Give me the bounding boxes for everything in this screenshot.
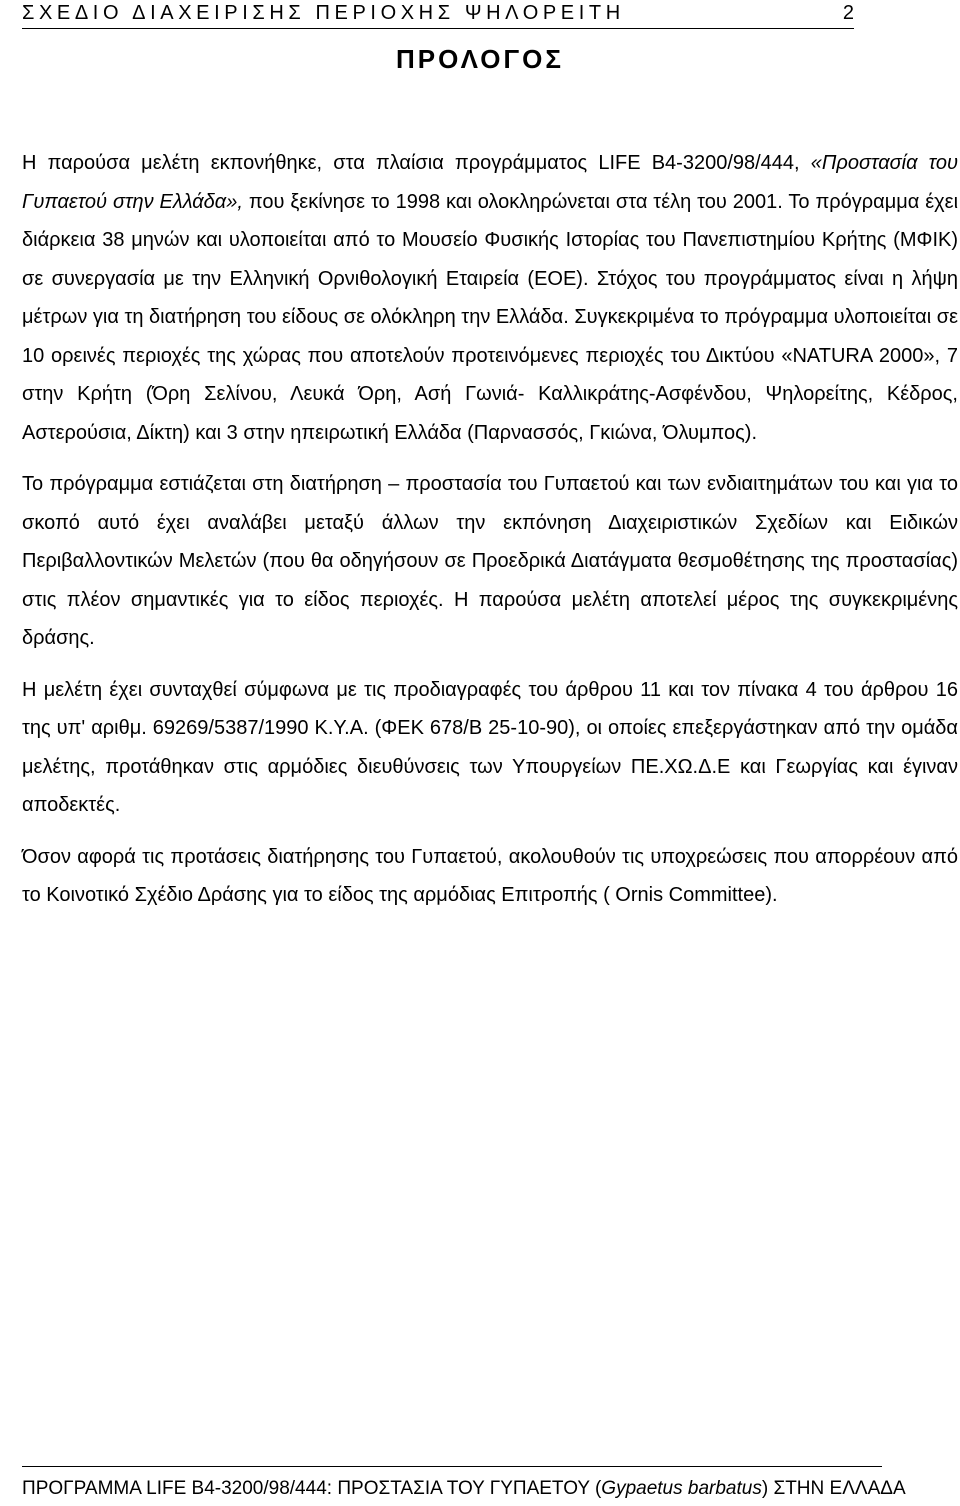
footer-italic: Gypaetus barbatus	[601, 1478, 762, 1499]
paragraph-3: Η μελέτη έχει συνταχθεί σύμφωνα με τις προδιαγραφές του άρθρου 11 και τον πίνακα 4 του άρθρου 16 της υπ' αριθμ. 69269/5387/1990 Κ.Υ.Α. (ΦΕΚ 678/Β 25-10-90), οι οποίες επεξεργάστηκαν από την ομάδα μελέτης, προτάθηκαν στις αρμόδιες διευθύνσεις των Υπουργείων ΠΕ.ΧΩ.Δ.Ε και Γεωργίας και έγιναν αποδεκτές.	[22, 678, 958, 816]
page-header	[22, 0, 854, 29]
header-title: ΣΧΕΔΙΟ ΔΙΑΧΕΙΡΙΣΗΣ ΠΕΡΙΟΧΗΣ ΨΗΛΟΡΕΙΤΗ	[22, 2, 625, 24]
footer-text-a: ΠΡΟΓΡΑΜΜΑ LIFE B4-3200/98/444: ΠΡΟΣΤΑΣΙΑ ΤΟΥ ΓΥΠΑΕΤΟΥ (	[22, 1478, 602, 1499]
paragraph-1-text-a: Η παρούσα μελέτη εκπονήθηκε, στα πλαίσια προγράμματος LIFE B4-3200/98/444,	[22, 152, 811, 174]
document-body	[22, 144, 958, 915]
page-number: 2	[842, 2, 854, 24]
paragraph-1-italic: «Προστασία του Γυπαετού στην Ελλάδα»,	[22, 152, 959, 213]
page-footer	[22, 1478, 906, 1500]
paragraph-4: Όσον αφορά τις προτάσεις διατήρησης του Γυπαετού, ακολουθούν τις υποχρεώσεις που απορρέουν από το Κοινοτικό Σχέδιο Δράσης για το είδος της αρμόδιας Επιτροπής ( Ornis Committee).	[22, 845, 958, 906]
paragraph-2: Το πρόγραμμα εστιάζεται στη διατήρηση – προστασία του Γυπαετού και των ενδιαιτημάτων του και για το σκοπό αυτό έχει αναλάβει μεταξύ άλλων την εκπόνηση Διαχειριστικών Σχεδίων και Ειδικών Περιβαλλοντικών Μελετών (που θα οδηγήσουν σε Προεδρικά Διατάγματα θεσμοθέτησης της προστασίας) στις πλέον σημαντικές για το είδος περιοχές. Η παρούσα μελέτη αποτελεί μέρος της συγκεκριμένης δράσης.	[22, 473, 958, 649]
section-title: ΠΡΟΛΟΓΟΣ	[396, 44, 564, 74]
paragraph-1	[22, 144, 958, 452]
footer-rule	[22, 1466, 882, 1467]
footer-text-b: ) ΣΤΗΝ ΕΛΛΑΔΑ	[761, 1478, 906, 1499]
paragraph-1-text-b: που ξεκίνησε το 1998 και ολοκληρώνεται στα τέλη του 2001. Το πρόγραμμα έχει διάρκεια 38 μηνών και υλοποιείται από το Μουσείο Φυσικής Ιστορίας του Πανεπιστημίου Κρήτης (ΜΦΙΚ) σε συνεργασία με την Ελληνική Ορνιθολογική Εταιρεία (ΕΟΕ). Στόχος του προγράμματος είναι η λήψη μέτρων για τη διατήρηση του είδους σε ολόκληρη την Ελλάδα. Συγκεκριμένα το πρόγραμμα υλοποιείται σε 10 ορεινές περιοχές της χώρας που αποτελούν προτεινόμενες περιοχές του Δικτύου «NATURA 2000», 7 στην Κρήτη (Όρη Σελίνου, Λευκά Όρη, Ασή Γωνιά- Καλλικράτης-Ασφένδου, Ψηλορείτης, Κέδρος, Αστερούσια, Δίκτη) και 3 στην ηπειρωτική Ελλάδα (Παρνασσός, Γκιώνα, Όλυμπος).	[22, 190, 959, 444]
